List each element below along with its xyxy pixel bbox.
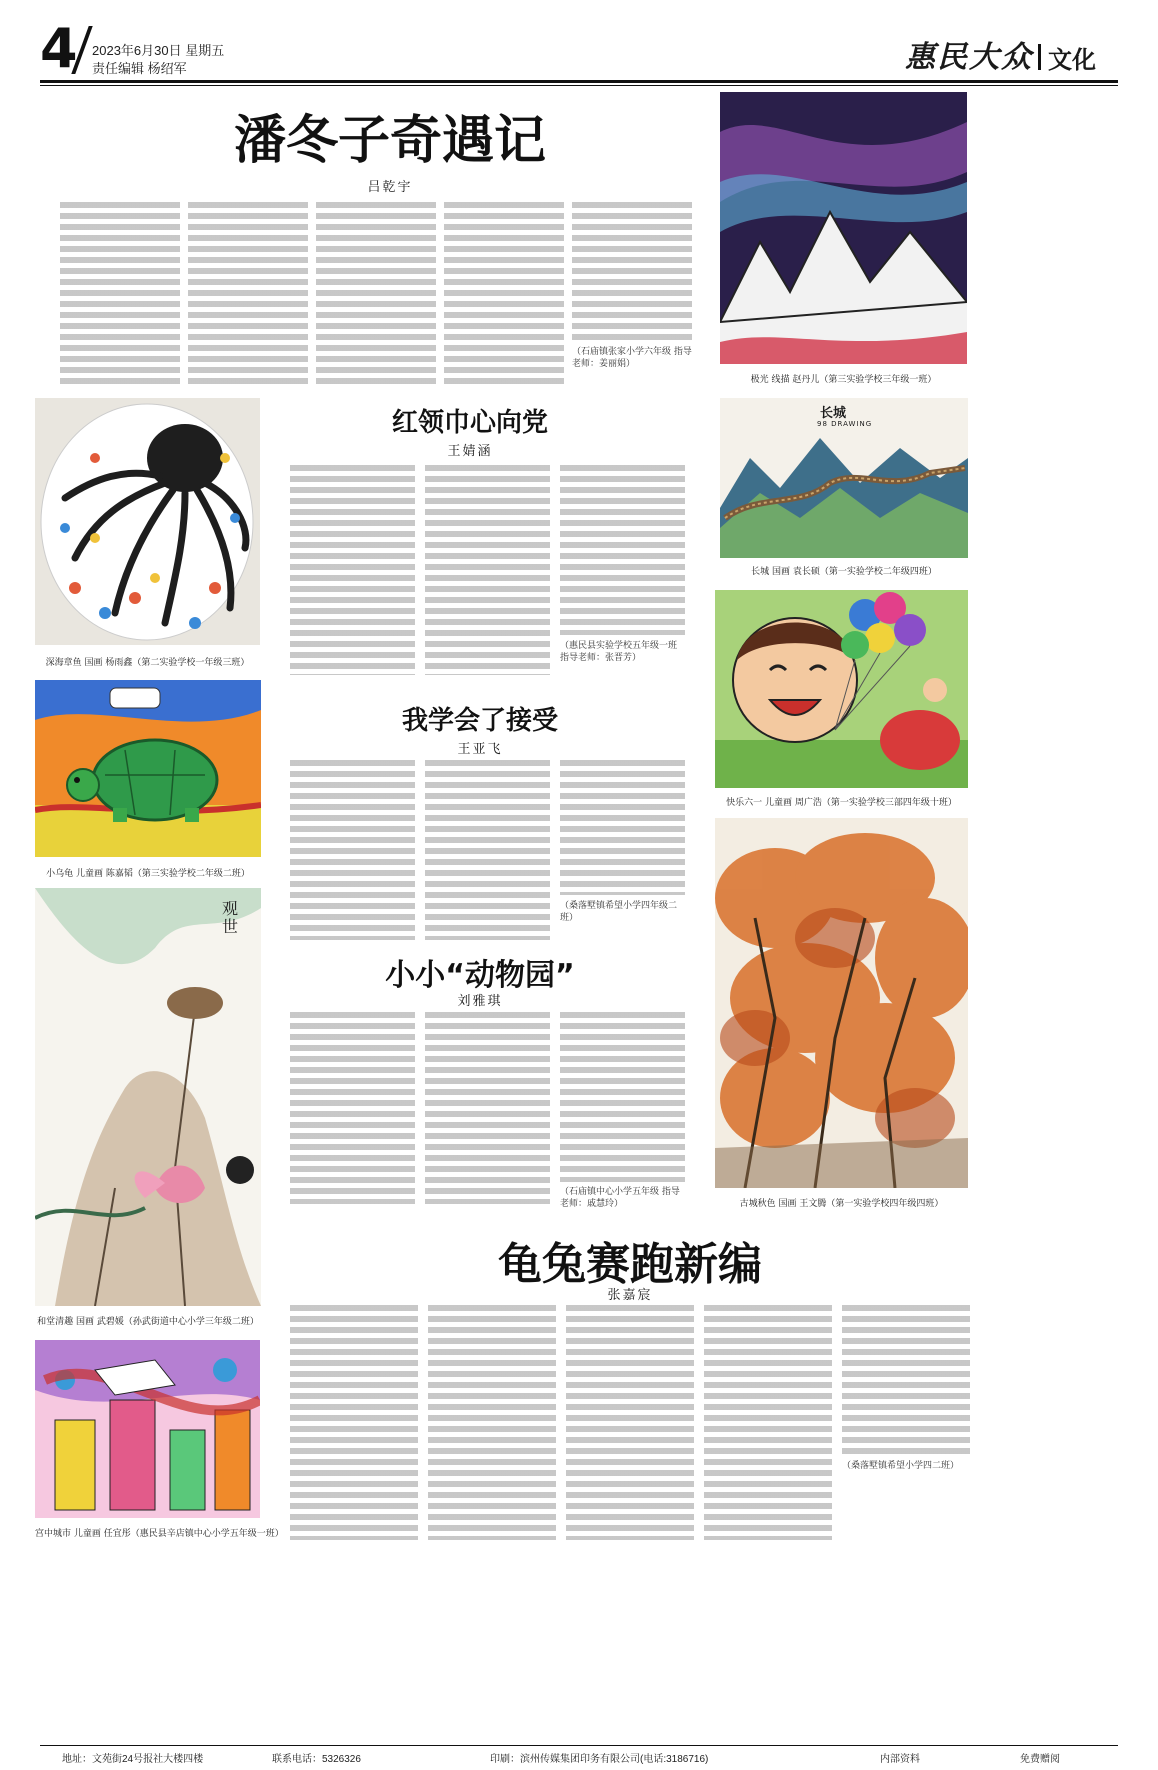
artwork-palace-city: [35, 1340, 260, 1518]
article-text-2-col2: [425, 465, 550, 675]
page-number: 4: [40, 17, 78, 80]
article-text-3-col3: [560, 760, 685, 895]
article-text-5-col2: [428, 1305, 556, 1540]
article-author-5: 张嘉宸: [607, 1288, 653, 1303]
article-note-3: （桑落墅镇希望小学四年级二班）: [560, 901, 678, 923]
issue-date: 2023年6月30日 星期五: [92, 43, 225, 58]
article-text-4-col1: [290, 1012, 415, 1204]
great-wall-sublabel: 98 DRAWING: [817, 420, 873, 428]
article-text-1-col4: [444, 202, 564, 384]
article-text-5-col1: [290, 1305, 418, 1540]
article-text-4-col3: [560, 1012, 685, 1182]
article-note-1: （石庙镇张家小学六年级 指导老师：姜丽娟）: [572, 347, 692, 369]
section-divider: [1038, 44, 1041, 70]
article-text-5-col3: [566, 1305, 694, 1540]
section-name: 文化: [1048, 46, 1096, 74]
article-text-5-col4: [704, 1305, 832, 1540]
article-title-4: 小小“动物园”: [385, 958, 575, 993]
footer-phone: 联系电话：5326326: [272, 1754, 361, 1765]
article-author-4: 刘雅琪: [457, 994, 503, 1009]
article-text-1-col5: [572, 202, 692, 342]
page-editor: 责任编辑 杨绍军: [92, 61, 187, 76]
header-rule: [40, 80, 1118, 83]
article-text-1-col1: [60, 202, 180, 384]
article-text-5-col5: [842, 1305, 970, 1455]
caption-childrens-day: 快乐六一 儿童画 周广浩（第一实验学校三部四年级十班）: [726, 798, 957, 808]
article-text-3-col1: [290, 760, 415, 940]
artwork-autumn-city: [715, 818, 968, 1188]
great-wall-label: 长城: [820, 406, 847, 421]
article-title-2: 红领巾心向党: [391, 408, 548, 438]
artwork-aurora: [720, 92, 967, 364]
lotus-pond-inscription: 观世: [222, 899, 239, 936]
article-title-3: 我学会了接受: [401, 706, 558, 736]
footer-free: 免费赠阅: [1020, 1754, 1060, 1765]
caption-great-wall: 长城 国画 袁长硕（第一实验学校二年级四班）: [751, 567, 937, 577]
artwork-turtle: [35, 680, 261, 857]
article-text-4-col2: [425, 1012, 550, 1204]
caption-octopus: 深海章鱼 国画 杨雨鑫（第二实验学校一年级三班）: [45, 658, 250, 668]
article-note-4: （石庙镇中心小学五年级 指导老师：戚慧玲）: [560, 1187, 680, 1209]
article-title-1: 潘冬子奇遇记: [233, 111, 546, 171]
caption-autumn-city: 古城秋色 国画 王文腾（第一实验学校四年级四班）: [739, 1199, 944, 1209]
caption-aurora: 极光 线描 赵丹儿（第三实验学校三年级一班）: [750, 375, 937, 385]
article-author-3: 王亚飞: [457, 742, 503, 757]
caption-palace-city: 宫中城市 儿童画 任宜彤（惠民县辛店镇中心小学五年级一班）: [35, 1529, 284, 1539]
brand-logo: 惠民大众: [905, 40, 1033, 75]
article-author-2: 王婧涵: [447, 444, 493, 459]
footer-printer: 印刷：滨州传媒集团印务有限公司(电话:3186716): [490, 1754, 709, 1765]
footer-internal: 内部资料: [880, 1754, 920, 1765]
article-title-5: 龟兔赛跑新编: [498, 1239, 762, 1290]
article-text-2-col3: [560, 465, 685, 635]
header-rule-thin: [40, 85, 1118, 86]
article-text-1-col2: [188, 202, 308, 384]
artwork-lotus-pond: [35, 888, 261, 1306]
artwork-octopus: [35, 398, 260, 645]
artwork-childrens-day: [715, 590, 968, 788]
footer-rule: [40, 1745, 1118, 1746]
article-text-1-col3: [316, 202, 436, 384]
footer-address: 地址：文苑街24号报社大楼四楼: [62, 1754, 204, 1765]
article-text-3-col2: [425, 760, 550, 940]
caption-lotus-pond: 和堂清趣 国画 武碧媛（孙武街道中心小学三年级二班）: [37, 1317, 259, 1327]
article-author-1: 吕乾宇: [367, 180, 413, 195]
article-note-5: （桑落墅镇希望小学四二班）: [842, 1461, 960, 1471]
caption-turtle: 小乌龟 儿童画 陈嘉韬（第三实验学校二年级二班）: [46, 869, 250, 879]
article-note-2: （惠民县实验学校五年级一班 指导老师：张晋芳）: [560, 641, 678, 663]
article-text-2-col1: [290, 465, 415, 675]
